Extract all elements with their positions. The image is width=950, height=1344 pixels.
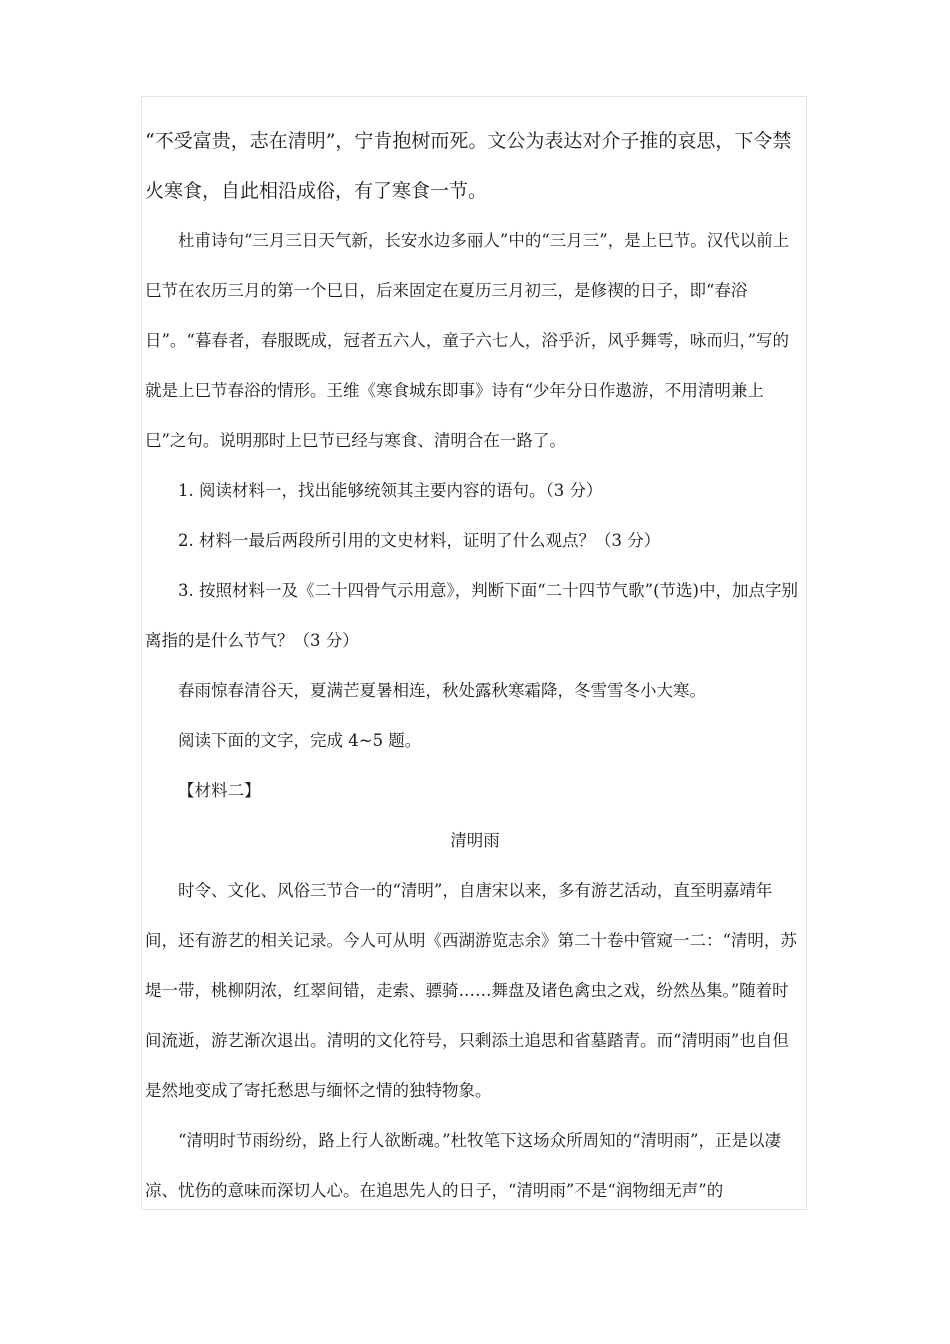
reading-instruction: 阅读下面的文字，完成 4~5 题。 [178,731,422,750]
document-body [145,116,805,1216]
paragraph-shangsi-festival: 杜甫诗句“三月三日天气新，长安水边多丽人”中的“三月三”，是上巳节。汉代以前上巳节在农历三月的第一个巳日，后来固定在夏历三月初三，是修禊的日子，即“春浴日”。“暮春者，春服既成，冠者五六人，童子六七人，浴乎沂，风乎舞雩，咏而归，”写的就是上巳节春浴的情形。王维《寒食城东即事》诗有“少年分日作遨游，不用清明兼上巳”之句。说明那时上巳节已经与寒食、清明合在一路了。 [145,231,790,450]
question-3: 3. 按照材料一及《二十四骨气示用意》，判断下面“二十四节气歌”(节选)中，加点字别离指的是什么节气？（3 分） [145,581,798,650]
article-title: 清明雨 [450,831,500,850]
solar-terms-song: 春雨惊春清谷天，夏满芒夏暑相连，秋处露秋寒霜降，冬雪雪冬小大寒。 [178,681,706,700]
paragraph-qingming-customs: 时令、文化、风俗三节合一的“清明”，自唐宋以来，多有游艺活动，直至明嘉靖年间，还有游艺的相关记录。今人可从明《西湖游览志余》第二十卷中管窥一二：“清明，苏堤一带，桃柳阴浓，红翠间错，走索、骠骑……舞盘及诸色禽虫之戏，纷然丛集。”随着时间流逝，游艺渐次退出。清明的文化符号，只剩添土追思和省墓踏青。而“清明雨”也自但是然地变成了寄托愁思与缅怀之情的独特物象。 [145,881,797,1100]
paragraph-qingming-rain: “清明时节雨纷纷，路上行人欲断魂。”杜牧笔下这场众所周知的“清明雨”，正是以凄凉、忧伤的意味而深切人心。在追思先人的日子，“清明雨”不是“润物细无声”的 [145,1131,781,1200]
paragraph-jiezitui-ending: “不受富贵，志在清明”，宁肯抱树而死。文公为表达对介子推的哀思，下令禁火寒食，自此相沿成俗，有了寒食一节。 [145,130,792,202]
question-1: 1. 阅读材料一，找出能够统领其主要内容的语句。（3 分） [178,481,603,500]
material-two-heading: 【材料二】 [178,781,261,800]
question-2: 2. 材料一最后两段所引用的文史材料，证明了什么观点？（3 分） [178,531,661,550]
